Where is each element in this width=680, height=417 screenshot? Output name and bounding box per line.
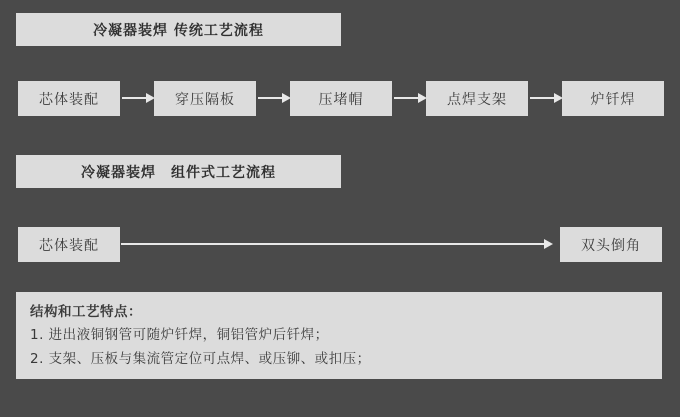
modular-flow-title: 冷凝器装焊 组件式工艺流程 bbox=[16, 155, 341, 188]
step-double-end-chamfer: 双头倒角 bbox=[560, 227, 662, 262]
notes-item-2: 2. 支架、压板与集流管定位可点焊、或压铆、或扣压； bbox=[30, 350, 371, 367]
step-spot-weld-bracket: 点焊支架 bbox=[426, 81, 528, 116]
arrow-right-icon bbox=[258, 97, 282, 99]
notes-panel bbox=[16, 292, 662, 379]
step-core-assembly-traditional: 芯体装配 bbox=[18, 81, 120, 116]
step-core-assembly-modular: 芯体装配 bbox=[18, 227, 120, 262]
arrow-right-icon bbox=[394, 97, 418, 99]
step-furnace-brazing: 炉钎焊 bbox=[562, 81, 664, 116]
long-arrow-right-icon bbox=[121, 243, 544, 245]
arrow-right-icon bbox=[122, 97, 146, 99]
step-press-partition: 穿压隔板 bbox=[154, 81, 256, 116]
notes-heading: 结构和工艺特点： bbox=[30, 304, 142, 320]
traditional-flow-title: 冷凝器装焊 传统工艺流程 bbox=[16, 13, 341, 46]
arrow-right-icon bbox=[530, 97, 554, 99]
notes-item-1: 1. 进出液铜钢管可随炉钎焊，铜铝管炉后钎焊； bbox=[30, 327, 329, 343]
step-press-cap: 压堵帽 bbox=[290, 81, 392, 116]
